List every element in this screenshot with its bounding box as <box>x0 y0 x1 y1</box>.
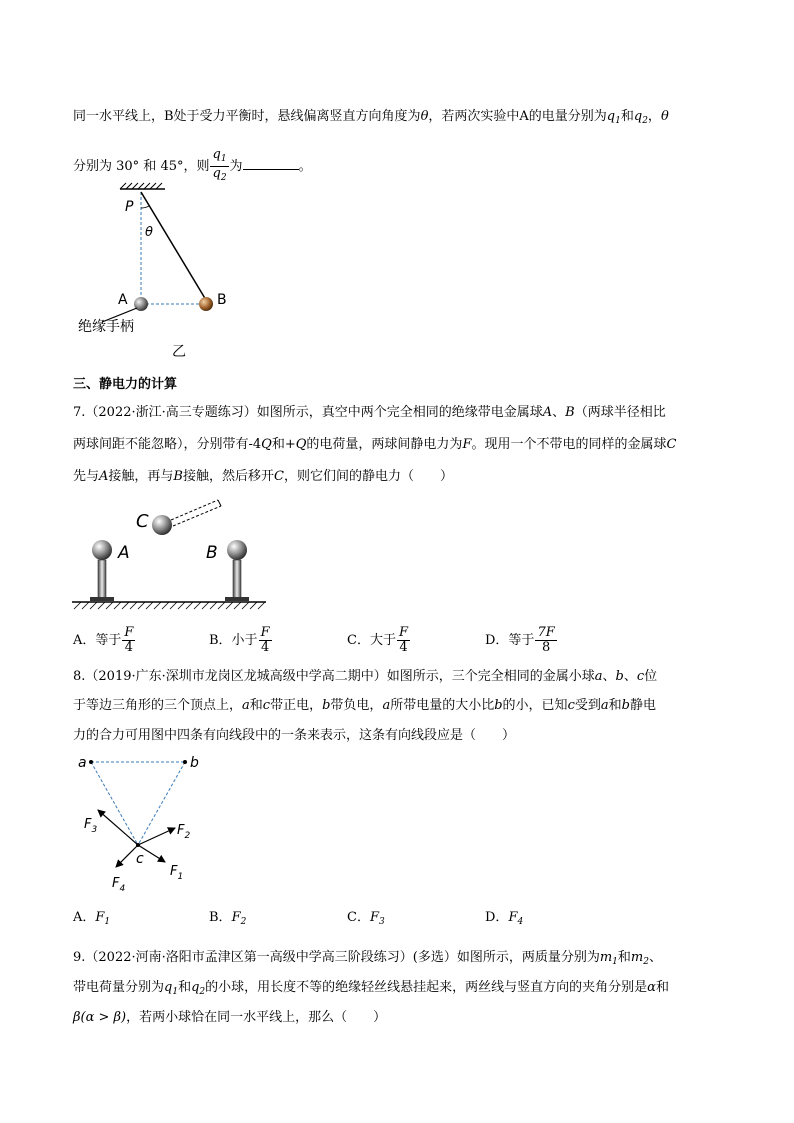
triangle-side-ac <box>91 762 138 845</box>
label-sphere-c: C <box>136 511 149 532</box>
q6-text-line-2: 分别为 30° 和 45°，则 $\frac{q_1}{q_2}$ 为 。 <box>73 147 312 183</box>
q9-text-line-2: 带电荷量分别为$q_1$和$q_2$的小球，用长度不等的绝缘轻丝线悬挂起来，两丝线与竖直方向的夹角分别是α和 <box>73 980 669 997</box>
label-theta: θ <box>145 225 153 240</box>
stand-a <box>98 560 106 598</box>
q6-text-line-1: 同一水平线上，B处于受力平衡时，悬线偏离竖直方向角度为θ，若两次实验中A的电量分别为$q_1$和$q_2$，θ <box>73 109 669 126</box>
label-point-c: c <box>136 851 144 867</box>
q8-text-line-2: 于等边三角形的三个顶点上，a和c带正电，b带负电，a所带电量的大小比b的小，已知c受到a和b静电 <box>73 698 656 713</box>
label-a: A <box>118 292 128 308</box>
force-vector-figure <box>70 750 210 900</box>
q7-text-line-2: 两球间距不能忽略），分别带有-4Q和+Q的电荷量，两球间静电力为F。现用一个不带电的同样的金属球C <box>73 437 677 452</box>
label-point-a: a <box>78 755 87 771</box>
vector-f2 <box>138 828 175 845</box>
answer-blank[interactable] <box>243 157 299 170</box>
q9-text-line-1: 9.（2022·河南·洛阳市孟津区第一高级中学高三阶段练习）(多选）如图所示，两质量分别为$m_1$和$m_2$、 <box>73 950 662 967</box>
q7-option-c[interactable]: C．大于 $\frac{F}{4}$ <box>347 625 408 655</box>
q-ratio-fraction: $\frac{q_1}{q_2}$ <box>212 147 227 183</box>
q7-option-a[interactable]: A．等于 $\frac{F}{4}$ <box>73 625 134 655</box>
metal-spheres-figure <box>70 495 280 615</box>
label-b: B <box>217 292 227 308</box>
sphere-c <box>152 515 172 535</box>
vector-f3 <box>98 810 138 845</box>
sphere-b <box>227 540 247 560</box>
label-f4: $F_4$ <box>112 876 126 894</box>
label-p: P <box>125 199 134 215</box>
label-sphere-a: A <box>118 543 130 563</box>
label-f1: $F_1$ <box>170 864 184 882</box>
angle-arc <box>141 206 149 208</box>
base-b <box>225 597 249 601</box>
vector-f4 <box>116 845 138 867</box>
q8-option-a[interactable]: A．$F_1$ <box>73 910 111 927</box>
q7-text-line-1: 7.（2022·浙江·高三专题练习）如图所示，真空中两个完全相同的绝缘带电金属球A、B（两球半径相比 <box>73 405 666 420</box>
label-f3: $F_3$ <box>84 817 98 835</box>
suspension-thread <box>141 192 206 300</box>
ground-hatching <box>74 602 265 609</box>
q8-text-line-1: 8.（2019·广东·深圳市龙岗区龙城高级中学高二期中）如图所示，三个完全相同的金属小球a、b、c位 <box>73 669 658 684</box>
ball-b <box>199 297 213 311</box>
figure-caption: 乙 <box>172 344 186 360</box>
label-point-b: b <box>190 755 199 771</box>
q7-option-b[interactable]: B．小于 $\frac{F}{4}$ <box>209 625 270 655</box>
q7-option-d[interactable]: D．等于 $\frac{7F}{8}$ <box>485 625 555 655</box>
q7-text-line-3: 先与A接触，再与B接触，然后移开C，则它们间的静电力（ ） <box>73 469 453 484</box>
base-a <box>90 597 114 601</box>
stand-b <box>233 560 241 598</box>
sphere-a <box>92 540 112 560</box>
q8-text-line-3: 力的合力可用图中四条有向线段中的一条来表示，这条有向线段应是（ ） <box>73 728 516 743</box>
label-sphere-b: B <box>206 543 218 563</box>
ceiling-hatching <box>120 183 162 189</box>
q8-option-c[interactable]: C．$F_3$ <box>347 910 385 927</box>
pendulum-figure <box>70 180 270 365</box>
q9-text-line-3: β(α > β)，若两小球恰在同一水平线上，那么（ ） <box>73 1010 387 1025</box>
section-title: 三、静电力的计算 <box>73 377 178 392</box>
q8-option-d[interactable]: D．$F_4$ <box>485 910 524 927</box>
label-insulating-handle: 绝缘手柄 <box>78 319 134 335</box>
label-f2: $F_2$ <box>177 823 191 841</box>
point-a <box>89 760 93 764</box>
sphere-c-handle <box>171 500 221 526</box>
point-b <box>183 760 187 764</box>
q8-option-b[interactable]: B．$F_2$ <box>209 910 247 927</box>
